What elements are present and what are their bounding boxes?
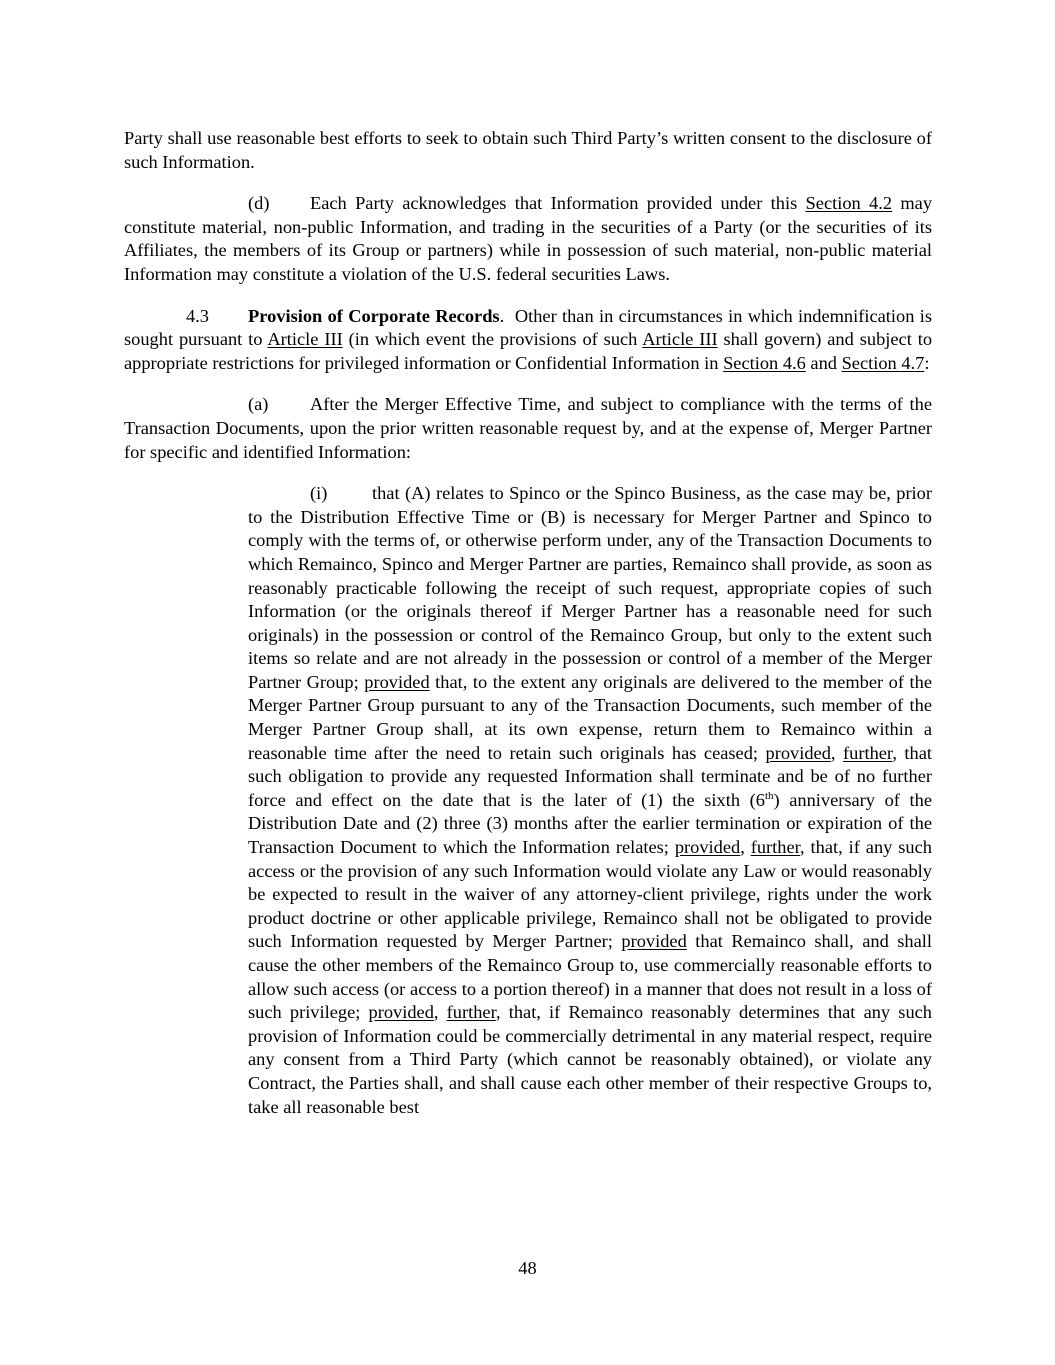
section-4-3 — [124, 305, 937, 376]
paragraph-text: , — [740, 837, 751, 858]
further-term: further — [446, 1002, 496, 1023]
article-reference: Article III — [642, 329, 718, 350]
paragraph-d — [124, 192, 932, 286]
section-reference: Section 4.6 — [723, 352, 806, 373]
paragraph-text: that, to the extent any originals are delivered to the member of the Merger Partner Group pursuant to any of the Transaction Documents, such member of the Merger Partner Group shall, at its own expense, return them to Remainco within a reasonable time after the need to retain such originals has ceased; — [248, 671, 932, 763]
paragraph-label: (a) — [248, 394, 269, 415]
provided-term: provided — [368, 1002, 434, 1023]
provided-term: provided — [621, 931, 687, 952]
paragraph-text: Other than in circumstances in which indemnification is sought pursuant to — [124, 305, 937, 350]
paragraph-i — [248, 482, 932, 1119]
paragraph-text: that (A) relates to Spinco or the Spinco Business, as the case may be, prior to the Distribution Effective Time or (B) is necessary for Merger Partner and Spinco to comply with the terms of, or otherwise perform under, any of the Transaction Documents to which Remainco, Spinco and Merger Partner are parties, Remainco shall provide, as soon as reasonably practicable following the receipt of such request, appropriate copies of such Information (or the originals thereof if Merger Partner has a reasonable need for such originals) in the possession or control of the Remainco Group, but only to the extent such items so relate and are not already in the possession or control of a member of the Merger Partner Group; — [248, 483, 932, 692]
paragraph-a — [124, 393, 932, 464]
section-reference: Section 4.7 — [841, 352, 925, 373]
paragraph-text: and — [805, 352, 842, 373]
paragraph-text: , that, if any such access or the provision of any such Information would violate any Law or would reasonably be expected to result in the waiver of any attorney-client privilege, rights under the work product doctrine or other applicable privilege, Remainco shall not be obligated to provide such Information requested by Merger Partner; — [248, 837, 932, 952]
heading-punctuation: . — [499, 305, 505, 326]
article-reference: Article III — [267, 329, 343, 350]
paragraph-text: (in which event the provisions of such — [342, 329, 643, 350]
document-body — [124, 127, 937, 1119]
paragraph-text: , that, if Remainco reasonably determines that any such provision of Information could be commercially detrimental in any material respect, require any consent from a Third Party (which cannot be reasonably obtained), or violate any Contract, the Parties shall, and shall cause each other member of their respective Groups to, take all reasonable best — [248, 1002, 932, 1117]
section-number: 4.3 — [186, 305, 209, 326]
paragraph-text: : — [924, 352, 930, 373]
paragraph-text: shall govern) and subject to appropriate restrictions for privileged information or Confidential Information in — [124, 329, 933, 373]
further-term: further — [750, 837, 801, 858]
provided-term: provided — [364, 671, 430, 692]
paragraph-text: , — [830, 742, 844, 763]
paragraph-text: ) anniversary of the Distribution Date and (2) three (3) months after the earlier termination or expiration of the Transaction Document to which the Information relates; — [248, 789, 932, 858]
further-term: further — [843, 742, 893, 763]
paragraph-text: that Remainco shall, and shall cause the other members of the Remainco Group to, use commercially reasonable efforts to allow such access (or access to a portion thereof) in a manner that does not result in a loss of such privilege; — [248, 931, 932, 1023]
paragraph-continuation: Party shall use reasonable best efforts to seek to obtain such Third Party’s written consent to the disclosure of such Information. — [124, 128, 932, 172]
paragraph-text: , — [433, 1002, 447, 1023]
section-heading: Provision of Corporate Records — [248, 305, 500, 326]
paragraph-text: After the Merger Effective Time, and subject to compliance with the terms of the Transaction Documents, upon the prior written reasonable request by, and at the expense of, Merger Partner for specific and identified Information: — [124, 394, 932, 462]
paragraph-text: Each Party acknowledges that Information provided under this — [310, 193, 806, 214]
provided-term: provided — [674, 837, 741, 858]
paragraph-label: (i) — [310, 483, 328, 504]
section-reference-link: Section 4.2 — [805, 193, 893, 214]
provided-term: provided — [765, 742, 831, 763]
page-number: 48 — [518, 1258, 537, 1278]
paragraph-text: , that such obligation to provide any requested Information shall terminate and be of no further force and effect on the date that is the later of (1) the sixth (6 — [248, 742, 933, 810]
ordinal-suffix: th — [764, 789, 774, 802]
paragraph-label: (d) — [248, 193, 270, 214]
paragraph-text: may constitute material, non-public Information, and trading in the securities of a Party (or the securities of its Affiliates, the members of its Group or partners) while in possession of such material, non-public material Information may constitute a violation of the U.S. federal securities Laws. — [124, 193, 933, 284]
